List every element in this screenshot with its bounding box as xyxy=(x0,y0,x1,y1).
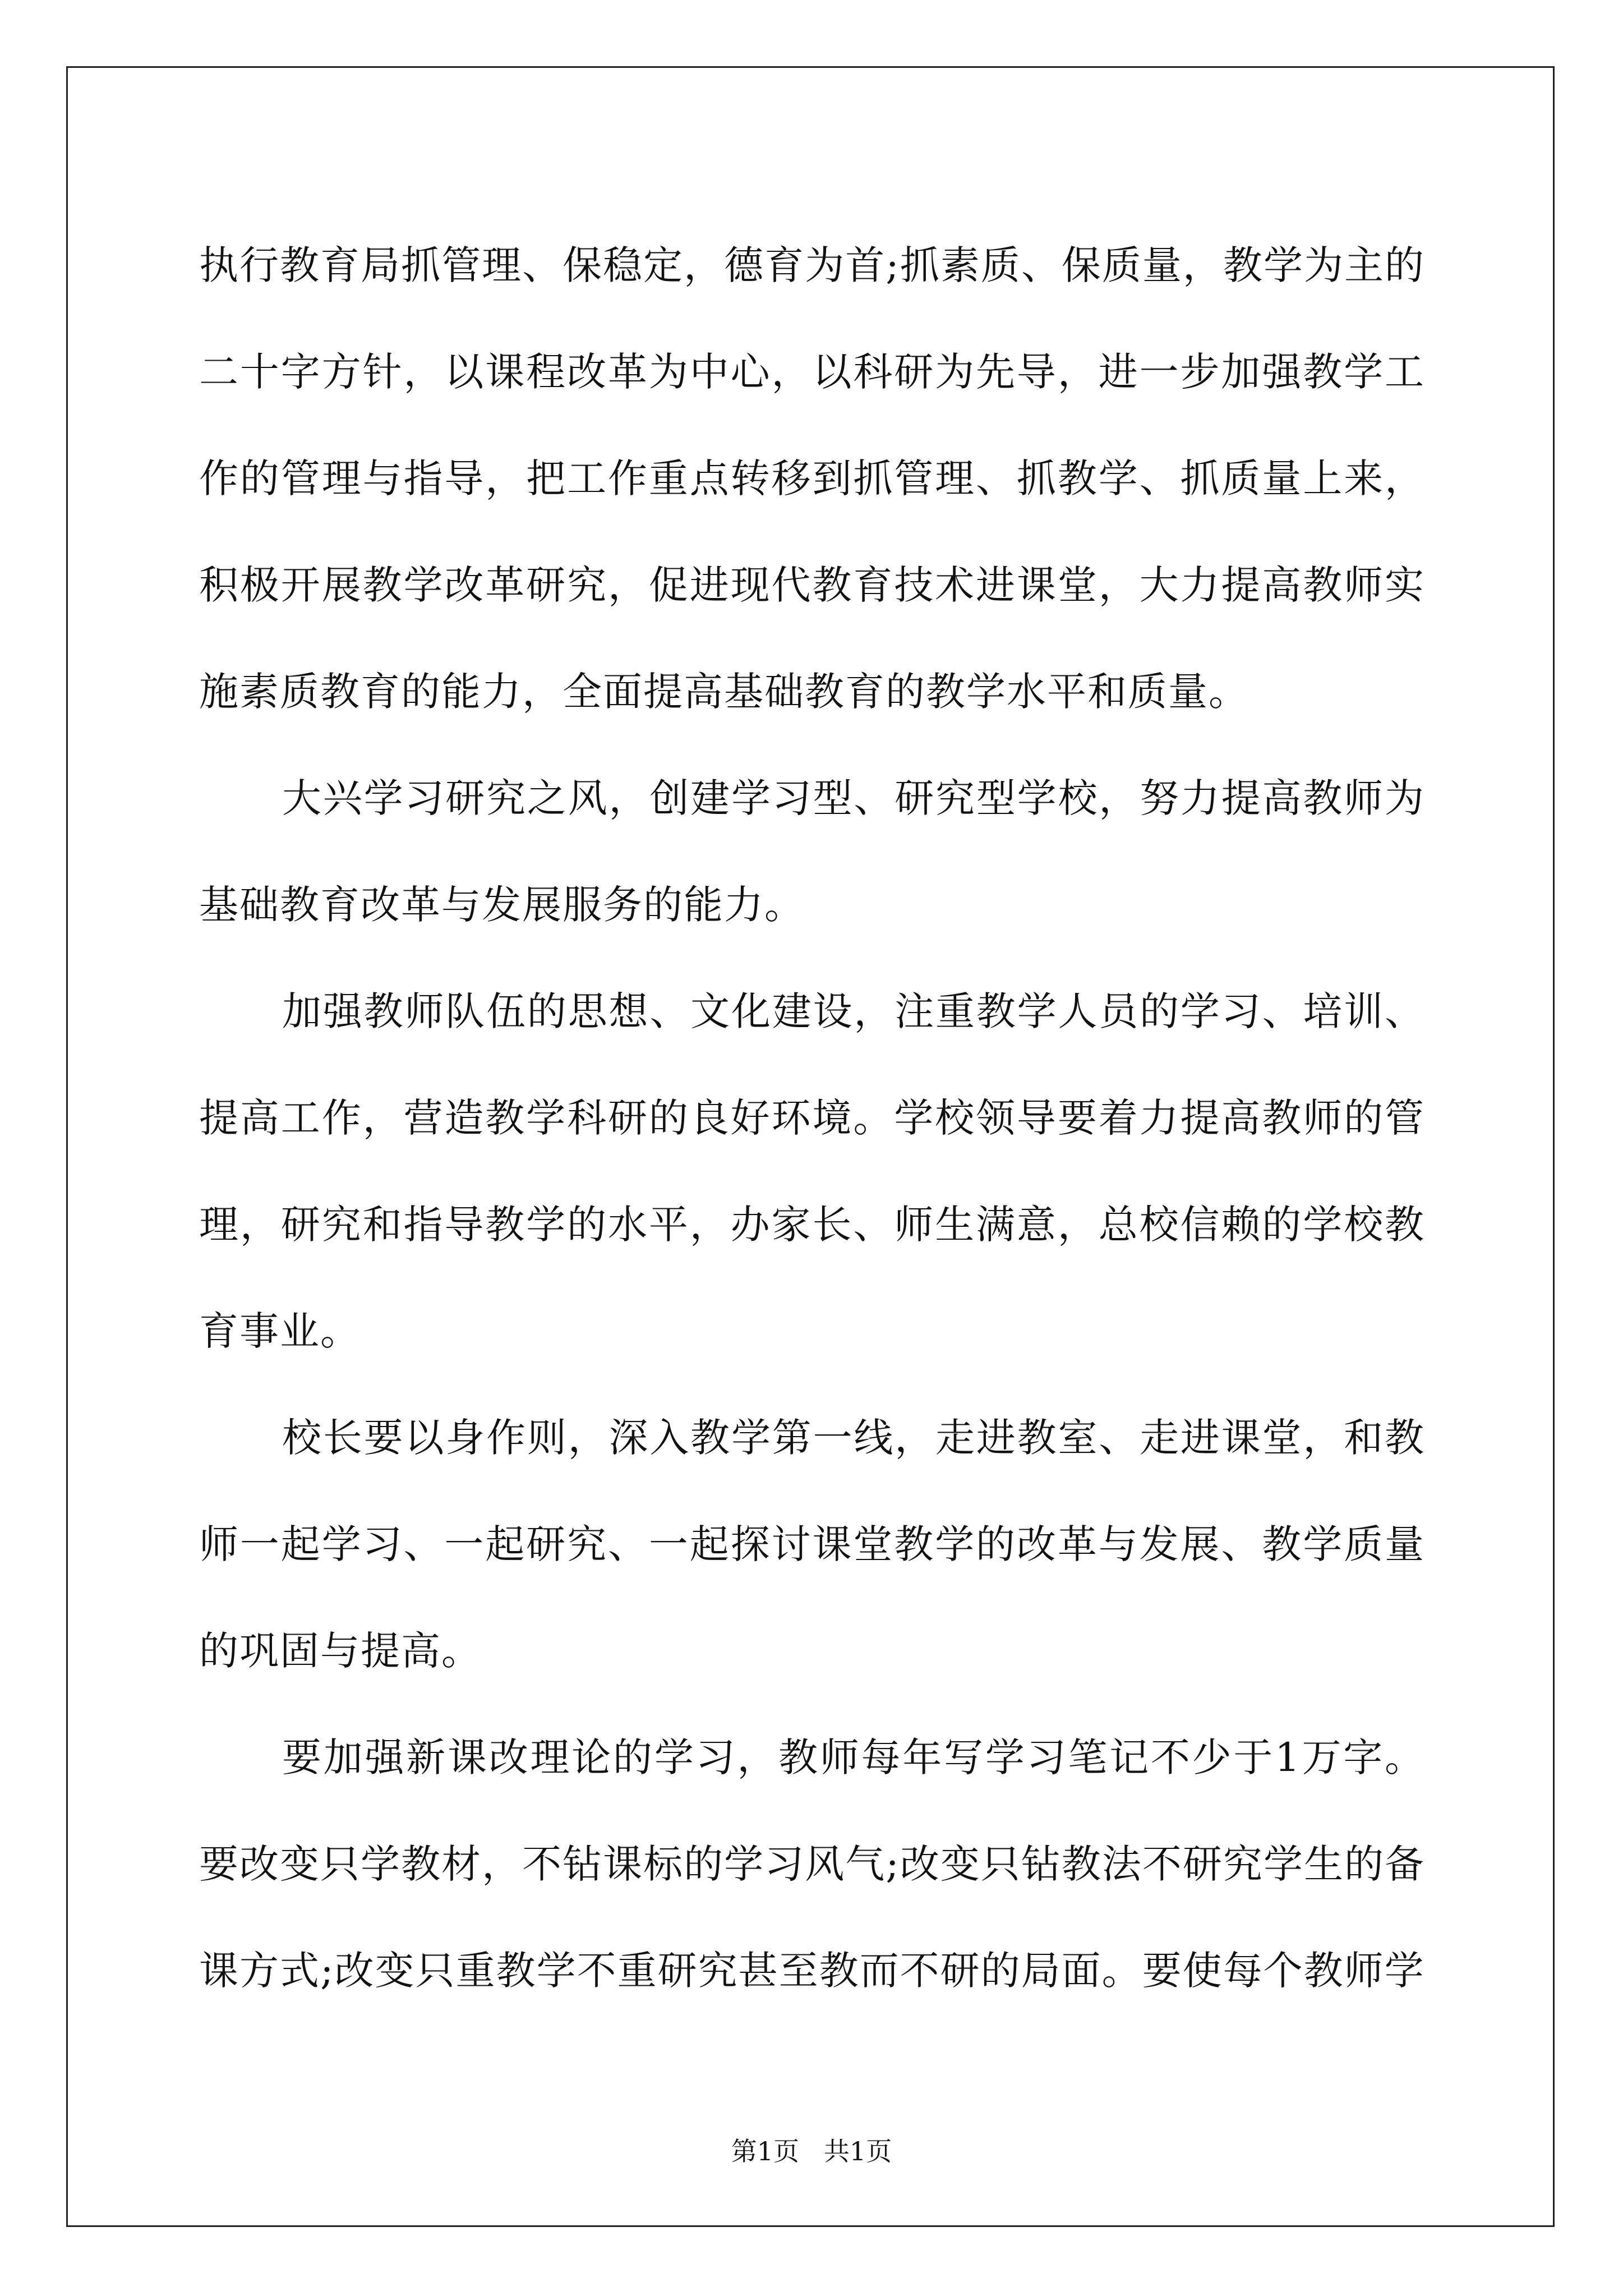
page-footer: 第1页 共1页 xyxy=(731,2136,892,2166)
paragraph-3: 加强教师队伍的思想、文化建设，注重教学人员的学习、培训、提高工作，营造教学科研的良好环境。学校领导要着力提高教师的管理，研究和指导教学的水平，办家长、师生满意，总校信赖的学校教育事业。 xyxy=(199,988,1425,1354)
paragraph-5: 要加强新课改理论的学习，教师每年写学习笔记不少于1万字。要改变只学教材，不钻课标的学习风气;改变只钻教法不研究学生的备课方式;改变只重教学不重研究甚至教而不研的局面。要使每个教师学 xyxy=(199,1734,1425,1994)
paragraph-2: 大兴学习研究之风，创建学习型、研究型学校，努力提高教师为基础教育改革与发展服务的能力。 xyxy=(199,775,1425,928)
paragraph-1: 执行教育局抓管理、保稳定，德育为首;抓素质、保质量，教学为主的二十字方针，以课程改革为中心，以科研为先导，进一步加强教学工作的管理与指导，把工作重点转移到抓管理、抓教学、抓质量上来，积极开展教学改革研究，促进现代教育技术进课堂，大力提高教师实施素质教育的能力，全面提高基础教育的教学水平和质量。 xyxy=(199,242,1425,715)
document-body xyxy=(199,212,1425,2024)
paragraph-4: 校长要以身作则，深入教学第一线，走进教室、走进课堂，和教师一起学习、一起研究、一起探讨课堂教学的改革与发展、教学质量的巩固与提高。 xyxy=(199,1415,1425,1674)
